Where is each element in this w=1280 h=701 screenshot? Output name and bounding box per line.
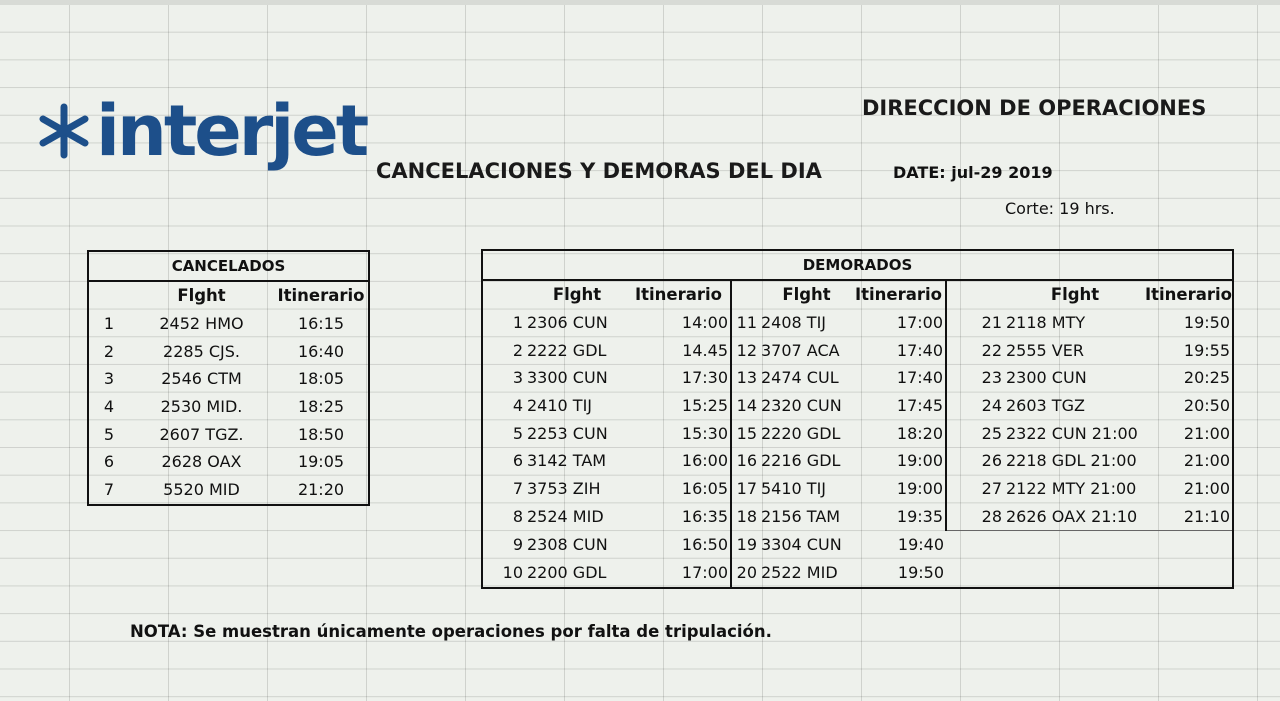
itinerary-time: 16:40 bbox=[297, 341, 345, 361]
itinerary-time: 17:45 bbox=[896, 396, 943, 416]
table-header-row bbox=[89, 282, 368, 310]
flight-cell: 2530 MID. bbox=[160, 397, 243, 417]
itinerary-time: 21:20 bbox=[297, 480, 345, 500]
itinerary-time: 21:10 bbox=[1183, 506, 1230, 526]
row-number: 3 bbox=[512, 368, 523, 388]
flight-cell: 2220 GDL bbox=[761, 423, 841, 443]
row-number: 18 bbox=[731, 503, 761, 531]
row-number: 4 bbox=[512, 396, 523, 416]
col-flight-header: Flght bbox=[177, 286, 226, 306]
date-label: DATE: bbox=[893, 163, 946, 182]
report-title: CANCELACIONES Y DEMORAS DEL DIA bbox=[376, 159, 822, 183]
cutoff-time: Corte: 19 hrs. bbox=[1005, 199, 1115, 218]
row-number: 22 bbox=[946, 336, 1006, 364]
flight-cell: 2218 GDL 21:00 bbox=[1006, 451, 1137, 471]
flight-cell: 2253 CUN bbox=[527, 423, 608, 443]
itinerary-time: 16:35 bbox=[681, 507, 728, 527]
flight-cell: 5410 TIJ bbox=[761, 479, 827, 499]
interjet-logo bbox=[36, 90, 367, 172]
flight-cell: 3707 ACA bbox=[761, 340, 840, 360]
table-row bbox=[483, 419, 1232, 447]
itinerary-time: 20:25 bbox=[1183, 368, 1230, 388]
flight-cell: 2410 TIJ bbox=[527, 396, 593, 416]
row-number: 11 bbox=[731, 309, 761, 337]
table-row bbox=[89, 310, 368, 338]
flight-cell: 2122 MTY 21:00 bbox=[1006, 479, 1137, 499]
flight-cell: 2524 MID bbox=[527, 507, 604, 527]
table-row bbox=[89, 476, 368, 504]
flight-cell: 2308 CUN bbox=[527, 535, 608, 555]
table-row bbox=[89, 337, 368, 365]
itinerary-time: 21:00 bbox=[1183, 423, 1230, 443]
itinerary-time: 19:05 bbox=[297, 452, 345, 472]
col-flight-header: Flght bbox=[1050, 285, 1100, 305]
demorados-table bbox=[483, 281, 1232, 587]
flight-cell: 2320 CUN bbox=[761, 396, 842, 416]
itinerary-time bbox=[1144, 531, 1232, 559]
itinerary-time: 15:25 bbox=[681, 396, 728, 416]
flight-cell: 2156 TAM bbox=[761, 507, 841, 527]
spreadsheet-top-strip bbox=[0, 0, 1280, 5]
row-number: 26 bbox=[946, 447, 1006, 475]
row-number: 14 bbox=[731, 392, 761, 420]
flight-cell: 2285 CJS. bbox=[163, 341, 240, 361]
flight-cell: 2306 CUN bbox=[527, 313, 608, 333]
itinerary-time: 16:50 bbox=[681, 535, 728, 555]
flight-cell: 3753 ZIH bbox=[527, 479, 601, 499]
demorados-title: DEMORADOS bbox=[483, 251, 1232, 281]
flight-cell: 2222 GDL bbox=[527, 340, 607, 360]
itinerary-time: 14.45 bbox=[682, 340, 728, 360]
col-flight-header: Flght bbox=[782, 285, 831, 305]
row-number: 23 bbox=[946, 364, 1006, 392]
itinerary-time: 17:00 bbox=[896, 313, 943, 333]
row-number: 10 bbox=[502, 563, 523, 583]
itinerary-time: 17:30 bbox=[681, 368, 728, 388]
row-number: 16 bbox=[731, 447, 761, 475]
itinerary-time: 21:00 bbox=[1183, 479, 1230, 499]
table-row bbox=[483, 559, 1232, 587]
row-number: 25 bbox=[946, 419, 1006, 447]
itinerary-time: 19:50 bbox=[1183, 313, 1230, 333]
date-line bbox=[893, 163, 1053, 182]
row-number: 12 bbox=[731, 336, 761, 364]
flight-cell bbox=[1006, 559, 1144, 587]
flight-cell: 3300 CUN bbox=[527, 368, 608, 388]
flight-cell: 2607 TGZ. bbox=[159, 424, 244, 444]
row-number: 3 bbox=[103, 369, 115, 389]
table-row bbox=[483, 503, 1232, 531]
row-number: 6 bbox=[512, 451, 523, 471]
flight-cell: 2522 MID bbox=[761, 563, 838, 583]
itinerary-time: 17:40 bbox=[896, 368, 943, 388]
row-number: 4 bbox=[103, 397, 115, 417]
row-number: 15 bbox=[731, 419, 761, 447]
itinerary-time: 19:00 bbox=[896, 479, 943, 499]
flight-cell: 2216 GDL bbox=[761, 451, 841, 471]
itinerary-time bbox=[1144, 559, 1232, 587]
col-flight-header: Flght bbox=[552, 285, 602, 305]
col-itinerario-header: Itinerario bbox=[634, 285, 723, 305]
brand-name: interjet bbox=[96, 90, 367, 172]
itinerary-time: 19:40 bbox=[897, 535, 944, 555]
table-row bbox=[483, 531, 1232, 559]
table-header-row bbox=[483, 281, 1232, 309]
col-itinerario-header: Itinerario bbox=[277, 286, 365, 306]
col-itinerario-header: Itinerario bbox=[854, 285, 943, 305]
flight-cell: 2628 OAX bbox=[161, 452, 242, 472]
row-number: 1 bbox=[103, 314, 115, 334]
direction-heading: DIRECCION DE OPERACIONES bbox=[862, 96, 1207, 120]
table-row bbox=[89, 365, 368, 393]
row-number: 6 bbox=[103, 452, 115, 472]
flight-cell: 2200 GDL bbox=[527, 563, 607, 583]
row-number: 1 bbox=[512, 313, 523, 333]
row-number: 2 bbox=[103, 341, 115, 361]
itinerary-time: 18:50 bbox=[297, 424, 345, 444]
row-number bbox=[946, 531, 1006, 559]
itinerary-time: 18:05 bbox=[297, 369, 345, 389]
asterisk-star-icon bbox=[36, 101, 92, 161]
row-number: 8 bbox=[512, 507, 523, 527]
row-number: 21 bbox=[946, 309, 1006, 337]
row-number: 27 bbox=[946, 475, 1006, 503]
row-number: 19 bbox=[731, 531, 761, 559]
flight-cell: 2408 TIJ bbox=[761, 313, 827, 333]
row-number: 7 bbox=[512, 479, 523, 499]
table-row bbox=[89, 420, 368, 448]
itinerary-time: 14:00 bbox=[681, 313, 728, 333]
cancelados-box bbox=[87, 250, 370, 506]
row-number: 2 bbox=[512, 340, 523, 360]
col-itinerario-header: Itinerario bbox=[1144, 285, 1232, 305]
flight-cell: 2626 OAX 21:10 bbox=[1006, 506, 1138, 526]
row-number: 24 bbox=[946, 392, 1006, 420]
flight-cell: 2300 CUN bbox=[1006, 368, 1087, 388]
flight-cell: 2474 CUL bbox=[761, 368, 839, 388]
itinerary-time: 18:20 bbox=[896, 423, 943, 443]
itinerary-time: 16:05 bbox=[681, 479, 728, 499]
row-number: 7 bbox=[103, 480, 115, 500]
flight-cell: 2546 CTM bbox=[161, 369, 242, 389]
row-number: 9 bbox=[512, 535, 523, 555]
row-number: 5 bbox=[103, 424, 115, 444]
table-row bbox=[89, 393, 368, 421]
table-row bbox=[483, 309, 1232, 337]
table-row bbox=[483, 364, 1232, 392]
flight-cell: 3304 CUN bbox=[761, 535, 842, 555]
flight-cell: 5520 MID bbox=[163, 480, 240, 500]
row-number bbox=[946, 559, 1006, 587]
itinerary-time: 16:15 bbox=[297, 314, 345, 334]
itinerary-time: 17:00 bbox=[681, 563, 728, 583]
itinerary-time: 20:50 bbox=[1183, 396, 1230, 416]
demorados-box bbox=[481, 249, 1234, 589]
flight-cell: 2322 CUN 21:00 bbox=[1006, 423, 1138, 443]
itinerary-time: 19:35 bbox=[896, 507, 943, 527]
row-number: 5 bbox=[512, 423, 523, 443]
table-row bbox=[483, 475, 1232, 503]
date-value: jul-29 2019 bbox=[951, 163, 1053, 182]
itinerary-time: 16:00 bbox=[681, 451, 728, 471]
itinerary-time: 15:30 bbox=[681, 423, 728, 443]
itinerary-time: 19:50 bbox=[897, 563, 944, 583]
cancelados-title: CANCELADOS bbox=[89, 252, 368, 282]
flight-cell: 3142 TAM bbox=[527, 451, 607, 471]
itinerary-time: 19:55 bbox=[1183, 340, 1230, 360]
itinerary-time: 21:00 bbox=[1183, 451, 1230, 471]
itinerary-time: 17:40 bbox=[896, 340, 943, 360]
itinerary-time: 18:25 bbox=[297, 397, 345, 417]
flight-cell: 2603 TGZ bbox=[1006, 396, 1085, 416]
row-number: 13 bbox=[731, 364, 761, 392]
table-row bbox=[483, 392, 1232, 420]
row-number: 17 bbox=[731, 475, 761, 503]
cancelados-table bbox=[89, 282, 368, 504]
flight-cell: 2118 MTY bbox=[1006, 313, 1086, 333]
flight-cell: 2555 VER bbox=[1006, 340, 1084, 360]
footnote: NOTA: Se muestran únicamente operaciones por falta de tripulación. bbox=[130, 622, 772, 641]
flight-cell bbox=[1006, 531, 1144, 559]
row-number: 28 bbox=[946, 503, 1006, 531]
itinerary-time: 19:00 bbox=[896, 451, 943, 471]
table-row bbox=[89, 448, 368, 476]
table-row bbox=[483, 336, 1232, 364]
row-number: 20 bbox=[731, 559, 761, 587]
flight-cell: 2452 HMO bbox=[159, 314, 244, 334]
table-row bbox=[483, 447, 1232, 475]
